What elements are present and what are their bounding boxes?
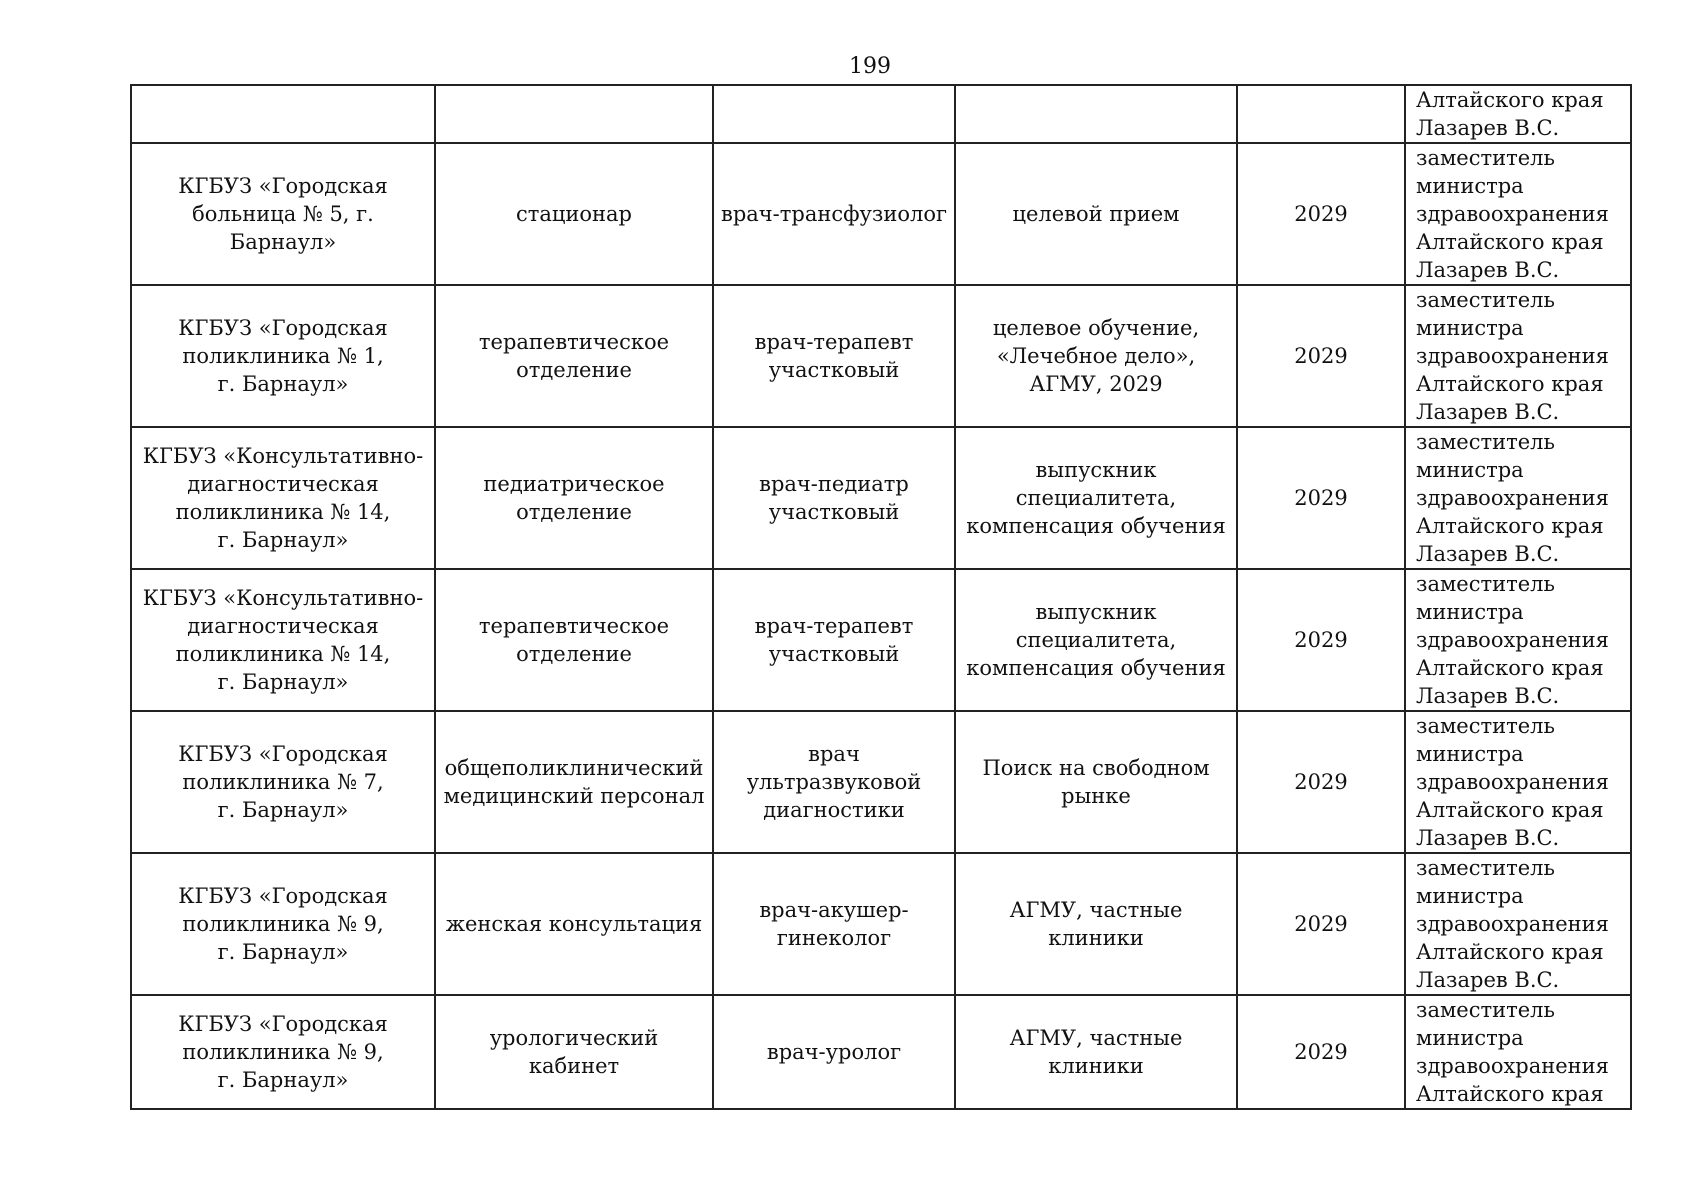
year-cell: 2029 bbox=[1237, 853, 1405, 995]
institution-cell bbox=[131, 143, 435, 285]
responsible-line: министра bbox=[1416, 458, 1524, 482]
measure-line: «Лечебное дело», bbox=[996, 344, 1196, 368]
department-line: терапевтическое bbox=[478, 330, 670, 354]
measure-line: компенсация обучения bbox=[966, 514, 1226, 538]
department-line: отделение bbox=[516, 500, 632, 524]
responsible-line: заместитель bbox=[1416, 288, 1555, 312]
department-cell bbox=[435, 711, 713, 853]
measure-cell bbox=[955, 143, 1237, 285]
position-cell bbox=[713, 85, 955, 143]
position-line: врач-акушер- bbox=[759, 898, 909, 922]
responsible-line: министра bbox=[1416, 600, 1524, 624]
responsible-cell bbox=[1405, 995, 1631, 1109]
institution-line: КГБУЗ «Городская bbox=[178, 174, 388, 198]
responsible-line: здравоохранения bbox=[1416, 628, 1609, 652]
responsible-line: Лазарев В.С. bbox=[1416, 258, 1560, 282]
institution-cell bbox=[131, 85, 435, 143]
department-line: урологический кабинет bbox=[489, 1026, 659, 1078]
measure-cell bbox=[955, 711, 1237, 853]
institution-line: г. Барнаул» bbox=[217, 798, 349, 822]
staffing-table bbox=[130, 84, 1632, 1110]
measure-line: специалитета, bbox=[1015, 628, 1177, 652]
measure-line: выпускник bbox=[1035, 600, 1157, 624]
department-cell bbox=[435, 285, 713, 427]
responsible-line: заместитель bbox=[1416, 572, 1555, 596]
responsible-line: заместитель bbox=[1416, 856, 1555, 880]
year-cell: 2029 bbox=[1237, 285, 1405, 427]
institution-line: КГБУЗ «Городская bbox=[178, 884, 388, 908]
institution-line: КГБУЗ «Городская bbox=[178, 316, 388, 340]
responsible-line: министра bbox=[1416, 316, 1524, 340]
table-row bbox=[131, 995, 1631, 1109]
measure-line: клиники bbox=[1048, 926, 1144, 950]
institution-line: поликлиника № 1, bbox=[182, 344, 384, 368]
position-cell bbox=[713, 427, 955, 569]
position-line: врач-трансфузиолог bbox=[721, 202, 947, 226]
responsible-line: Алтайского края bbox=[1416, 514, 1604, 538]
measure-line: выпускник bbox=[1035, 458, 1157, 482]
responsible-line: Лазарев В.С. bbox=[1416, 542, 1560, 566]
responsible-line: Алтайского края bbox=[1416, 656, 1604, 680]
department-cell bbox=[435, 85, 713, 143]
table-row bbox=[131, 711, 1631, 853]
table-row bbox=[131, 853, 1631, 995]
measure-cell bbox=[955, 569, 1237, 711]
position-cell bbox=[713, 569, 955, 711]
department-line: женская консультация bbox=[445, 912, 703, 936]
responsible-line: Алтайского края bbox=[1416, 88, 1604, 112]
institution-line: г. Барнаул» bbox=[217, 940, 349, 964]
institution-line: КГБУЗ «Городская bbox=[178, 742, 388, 766]
position-line: участковый bbox=[768, 500, 900, 524]
responsible-line: здравоохранения bbox=[1416, 770, 1609, 794]
measure-line: АГМУ, 2029 bbox=[1029, 372, 1163, 396]
measure-cell bbox=[955, 85, 1237, 143]
responsible-line: Лазарев В.С. bbox=[1416, 968, 1560, 992]
year-cell: 2029 bbox=[1237, 143, 1405, 285]
responsible-line: министра bbox=[1416, 1026, 1524, 1050]
responsible-line: здравоохранения bbox=[1416, 202, 1609, 226]
measure-cell bbox=[955, 995, 1237, 1109]
responsible-line: здравоохранения bbox=[1416, 912, 1609, 936]
responsible-line: Алтайского края bbox=[1416, 230, 1604, 254]
department-cell bbox=[435, 853, 713, 995]
institution-line: КГБУЗ «Консультативно- bbox=[142, 444, 424, 468]
institution-line: поликлиника № 7, bbox=[182, 770, 384, 794]
responsible-line: Алтайского края bbox=[1416, 372, 1604, 396]
responsible-line: заместитель bbox=[1416, 430, 1555, 454]
position-line: гинеколог bbox=[776, 926, 892, 950]
table-row bbox=[131, 285, 1631, 427]
measure-line: клиники bbox=[1048, 1054, 1144, 1078]
responsible-line: Лазарев В.С. bbox=[1416, 826, 1560, 850]
institution-line: больница № 5, г. Барнаул» bbox=[192, 202, 374, 254]
position-cell bbox=[713, 853, 955, 995]
table-row bbox=[131, 85, 1631, 143]
department-line: терапевтическое bbox=[478, 614, 670, 638]
department-cell bbox=[435, 427, 713, 569]
position-line: врач-терапевт bbox=[754, 330, 914, 354]
table-row bbox=[131, 143, 1631, 285]
measure-line: специалитета, bbox=[1015, 486, 1177, 510]
responsible-line: заместитель bbox=[1416, 998, 1555, 1022]
measure-line: компенсация обучения bbox=[966, 656, 1226, 680]
responsible-line: Алтайского края bbox=[1416, 798, 1604, 822]
institution-line: КГБУЗ «Городская bbox=[178, 1012, 388, 1036]
position-cell bbox=[713, 143, 955, 285]
institution-cell bbox=[131, 853, 435, 995]
responsible-cell bbox=[1405, 711, 1631, 853]
measure-line: целевое обучение, bbox=[992, 316, 1200, 340]
year-cell: 2029 bbox=[1237, 427, 1405, 569]
year-cell bbox=[1237, 85, 1405, 143]
position-cell bbox=[713, 995, 955, 1109]
department-cell bbox=[435, 569, 713, 711]
department-line: медицинский персонал bbox=[443, 784, 705, 808]
year-cell: 2029 bbox=[1237, 711, 1405, 853]
institution-line: диагностическая bbox=[187, 614, 379, 638]
department-line: отделение bbox=[516, 358, 632, 382]
page-number: 199 bbox=[849, 54, 891, 79]
responsible-line: здравоохранения bbox=[1416, 344, 1609, 368]
position-line: врач ультразвуковой bbox=[746, 742, 922, 794]
institution-line: диагностическая bbox=[187, 472, 379, 496]
department-line: отделение bbox=[516, 642, 632, 666]
institution-cell bbox=[131, 995, 435, 1109]
year-cell: 2029 bbox=[1237, 995, 1405, 1109]
position-cell bbox=[713, 285, 955, 427]
institution-cell bbox=[131, 569, 435, 711]
measure-cell bbox=[955, 853, 1237, 995]
responsible-line: здравоохранения bbox=[1416, 486, 1609, 510]
institution-line: г. Барнаул» bbox=[217, 372, 349, 396]
institution-line: поликлиника № 9, bbox=[182, 912, 384, 936]
position-line: диагностики bbox=[763, 798, 905, 822]
responsible-line: заместитель bbox=[1416, 146, 1555, 170]
responsible-line: Лазарев В.С. bbox=[1416, 684, 1560, 708]
responsible-cell bbox=[1405, 285, 1631, 427]
responsible-line: заместитель bbox=[1416, 714, 1555, 738]
responsible-cell bbox=[1405, 569, 1631, 711]
institution-line: поликлиника № 14, bbox=[175, 500, 391, 524]
responsible-cell bbox=[1405, 85, 1631, 143]
responsible-line: Алтайского края bbox=[1416, 1082, 1604, 1106]
responsible-line: Лазарев В.С. bbox=[1416, 116, 1560, 140]
table-row bbox=[131, 569, 1631, 711]
institution-line: КГБУЗ «Консультативно- bbox=[142, 586, 424, 610]
institution-line: поликлиника № 9, bbox=[182, 1040, 384, 1064]
responsible-line: Алтайского края bbox=[1416, 940, 1604, 964]
position-line: врач-терапевт bbox=[754, 614, 914, 638]
department-line: общеполиклинический bbox=[444, 756, 704, 780]
responsible-cell bbox=[1405, 143, 1631, 285]
institution-line: г. Барнаул» bbox=[217, 528, 349, 552]
responsible-line: министра bbox=[1416, 174, 1524, 198]
position-line: врач-уролог bbox=[766, 1040, 902, 1064]
department-line: стационар bbox=[515, 202, 632, 226]
responsible-cell bbox=[1405, 427, 1631, 569]
department-cell bbox=[435, 995, 713, 1109]
position-line: участковый bbox=[768, 358, 900, 382]
measure-line: целевой прием bbox=[1012, 202, 1180, 226]
responsible-cell bbox=[1405, 853, 1631, 995]
institution-line: г. Барнаул» bbox=[217, 670, 349, 694]
institution-line: г. Барнаул» bbox=[217, 1068, 349, 1092]
institution-cell bbox=[131, 427, 435, 569]
year-cell: 2029 bbox=[1237, 569, 1405, 711]
position-line: врач-педиатр bbox=[759, 472, 909, 496]
position-cell bbox=[713, 711, 955, 853]
measure-cell bbox=[955, 427, 1237, 569]
institution-line: поликлиника № 14, bbox=[175, 642, 391, 666]
responsible-line: Лазарев В.С. bbox=[1416, 400, 1560, 424]
table-body bbox=[131, 85, 1631, 1109]
responsible-line: министра bbox=[1416, 742, 1524, 766]
department-line: педиатрическое bbox=[483, 472, 665, 496]
institution-cell bbox=[131, 711, 435, 853]
measure-line: рынке bbox=[1061, 784, 1131, 808]
responsible-line: здравоохранения bbox=[1416, 1054, 1609, 1078]
measure-line: АГМУ, частные bbox=[1009, 898, 1183, 922]
measure-line: Поиск на свободном bbox=[982, 756, 1210, 780]
measure-line: АГМУ, частные bbox=[1009, 1026, 1183, 1050]
table-row bbox=[131, 427, 1631, 569]
department-cell bbox=[435, 143, 713, 285]
responsible-line: министра bbox=[1416, 884, 1524, 908]
position-line: участковый bbox=[768, 642, 900, 666]
institution-cell bbox=[131, 285, 435, 427]
measure-cell bbox=[955, 285, 1237, 427]
